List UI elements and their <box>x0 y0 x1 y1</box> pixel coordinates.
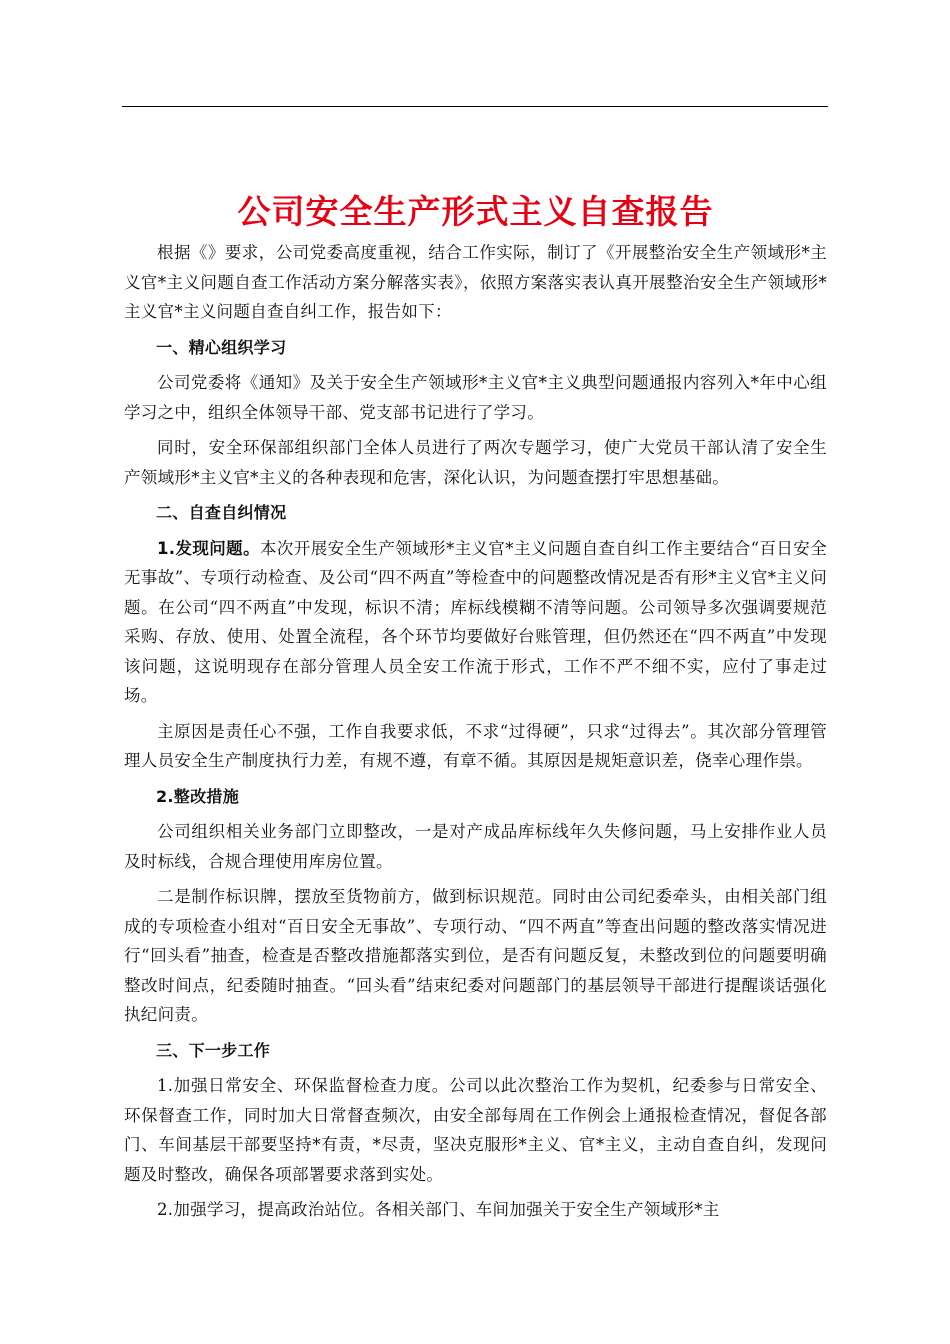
section-2-item-1 <box>124 534 827 711</box>
header-rule <box>122 106 828 107</box>
document-body <box>124 190 827 1231</box>
section-2-item-2-heading: 2.整改措施 <box>156 786 240 806</box>
document-title: 公司安全生产形式主义自查报告 <box>237 192 714 231</box>
section-1-paragraph-1: 公司党委将《通知》及关于安全生产领域形*主义官*主义典型问题通报内容列入*年中心组学习之中，组织全体领导干部、党支部书记进行了学习。 <box>124 373 827 422</box>
section-3-heading: 三、下一步工作 <box>156 1040 271 1060</box>
section-2-heading: 二、自查自纠情况 <box>156 503 287 522</box>
section-2-fix-paragraph-2: 二是制作标识牌，摆放至货物前方，做到标识规范。同时由公司纪委牵头，由相关部门组成的专项检查小组对“百日安全无事故”、专项行动、“四不两直”等查出问题的整改落实情况进行“回头看”抽查，检查是否整改措施都落实到位，是否有问题反复，未整改到位的问题要明确整改时间点，纪委随时抽查。“回头看”结束纪委对问题部门的基层领导干部进行提醒谈话强化执纪问责。 <box>124 887 827 1024</box>
section-1-paragraph-2: 同时，安全环保部组织部门全体人员进行了两次专题学习，使广大党员干部认清了安全生产领域形*主义官*主义的各种表现和危害，深化认识，为问题查摆打牢思想基础。 <box>124 438 827 487</box>
item-1-lead: 1.发现问题。 <box>157 538 260 558</box>
section-2-cause-paragraph: 主原因是责任心不强，工作自我要求低，不求“过得硬”，只求“过得去”。其次部分管理管理人员安全生产制度执行力差，有规不遵，有章不循。其原因是规矩意识差，侥幸心理作祟。 <box>124 721 827 770</box>
intro-paragraph: 根据《》要求，公司党委高度重视，结合工作实际，制订了《开展整治安全生产领域形*主义官*主义问题自查工作活动方案分解落实表》，依照方案落实表认真开展整治安全生产领域形*主义官*主义问题自查自纠工作，报告如下： <box>124 243 827 321</box>
section-3-paragraph-1: 1.加强日常安全、环保监督检查力度。公司以此次整治工作为契机，纪委参与日常安全、环保督查工作，同时加大日常督查频次，由安全部每周在工作例会上通报检查情况，督促各部门、车间基层干部要坚持*有责，*尽责，坚决克服形*主义、官*主义，主动自查自纠，发现问题及时整改，确保各项部署要求落到实处。 <box>124 1076 827 1184</box>
section-2-fix-paragraph-1: 公司组织相关业务部门立即整改，一是对产成品库标线年久失修问题，马上安排作业人员及时标线，合规合理使用库房位置。 <box>124 822 827 871</box>
item-1-text: 本次开展安全生产领域形*主义官*主义问题自查自纠工作主要结合“百日安全无事故”、专项行动检查、及公司“四不两直”等检查中的问题整改情况是否有形*主义官*主义问题。在公司“四不两直”中发现，标识不清；库标线模糊不清等问题。公司领导多次强调要规范采购、存放、使用、处置全流程，各个环节均要做好台账管理，但仍然还在“四不两直”中发现该问题，这说明现存在部分管理人员全安工作流于形式，工作不严不细不实，应付了事走过场。 <box>124 538 827 705</box>
section-1-heading: 一、精心组织学习 <box>156 337 287 357</box>
section-3-paragraph-2: 2.加强学习，提高政治站位。各相关部门、车间加强关于安全生产领域形*主 <box>157 1200 720 1219</box>
